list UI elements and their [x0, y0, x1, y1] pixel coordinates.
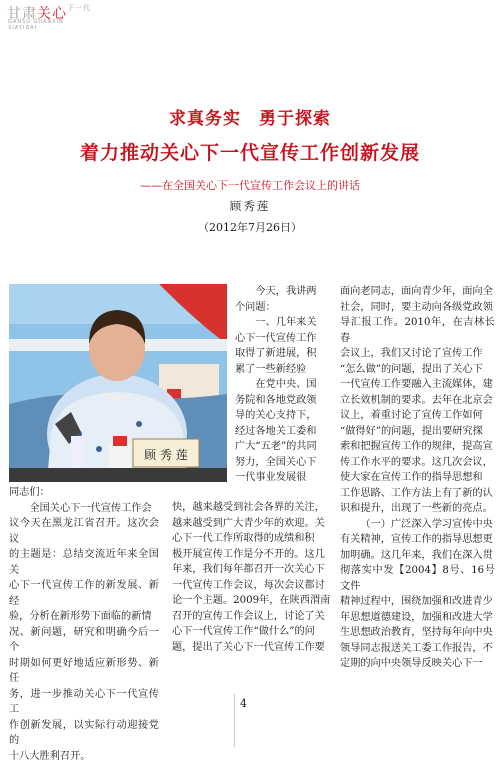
paragraph: 时期如何更好地适应新形势、新任 — [9, 656, 159, 687]
paragraph: 议上，着重讨论了宣传工作如何 — [340, 408, 495, 424]
paragraph: 经过各地关工委和 — [235, 424, 335, 440]
paragraph: 工作思路、工作方法上有了新的认 — [340, 486, 495, 502]
paragraph: 一代事业发展很 — [235, 470, 335, 486]
paragraph: 彻落实中发【2004】8号、16号文件 — [340, 563, 495, 594]
paragraph: 导汇报工作。2010年，在吉林长春 — [340, 315, 495, 346]
paragraph: 精神过程中，围绕加强和改进青少 — [340, 594, 495, 610]
column-left-bottom — [9, 485, 159, 764]
paragraph: 务，进一步推动关心下一代宣传工 — [9, 687, 159, 718]
logo-part-c: 下一代 — [67, 4, 91, 12]
paragraph: 极开展宣传工作是分不开的。这几 — [172, 547, 335, 563]
paragraph: “做得好”的问题，提出要研究探 — [340, 424, 495, 440]
author: 顾秀莲 — [0, 198, 500, 214]
paragraph: 年思想道德建设，加强和改进大学 — [340, 610, 495, 626]
paragraph: 心下一代工作所取得的成绩和积 — [172, 531, 335, 547]
paragraph: 一代宣传工作要融入主流媒体，建 — [340, 377, 495, 393]
paragraph: 年来，我们每年都召开一次关心下 — [172, 562, 335, 578]
paragraph: 个问题： — [235, 300, 335, 316]
paragraph: 务院和各地党政领 — [235, 393, 335, 409]
paragraph: 定期的向中央领导反映关心下一 — [340, 656, 495, 672]
paragraph: “怎么做”的问题，提出了关心下 — [340, 362, 495, 378]
paragraph: 心下一代宣传工作“做什么”的问 — [172, 624, 335, 640]
paragraph: 会议上，我们又讨论了宣传工作 — [340, 346, 495, 362]
paragraph: 况、新问题，研究和明确今后一个 — [9, 625, 159, 656]
paragraph: 今天，我讲两 — [235, 284, 335, 300]
title-line-2: 着力推动关心下一代宣传工作创新发展 — [0, 138, 500, 165]
paragraph: 论一个主题。2009年，在陕西渭南 — [172, 593, 335, 609]
column-right — [340, 284, 495, 672]
paragraph: 的主题是：总结交流近年来全国关 — [9, 547, 159, 578]
paragraph: 立长效机制的要求。去年在北京会 — [340, 393, 495, 409]
paragraph: 议今天在黑龙江省召开。这次会议 — [9, 516, 159, 547]
paragraph: 一代宣传工作会议，每次会议都讨 — [172, 578, 335, 594]
paragraph: 识和提升，出现了一些新的亮点。 — [340, 501, 495, 517]
speaker-photo — [9, 284, 227, 482]
paragraph: 题，提出了关心下一代宣传工作要 — [172, 640, 335, 656]
logo-subtitle-1: GANSU GUANXIN — [8, 19, 64, 25]
paragraph: 一、几年来关 — [235, 315, 335, 331]
page-divider — [234, 694, 235, 747]
paragraph: 作创新发展，以实际行动迎接党的 — [9, 718, 159, 749]
paragraph: （一）广泛深入学习宣传中央 — [340, 517, 495, 533]
paragraph: 召开的宣传工作会议上，讨论了关 — [172, 609, 335, 625]
paragraph: 在党中央、国 — [235, 377, 335, 393]
paragraph: 领导同志报送关工委工作报告，不 — [340, 641, 495, 657]
page-number: 4 — [240, 697, 247, 710]
paragraph: 快，越来越受到社会各界的关注， — [172, 500, 335, 516]
logo-part-b: 关心 — [37, 6, 67, 22]
logo-subtitle-2: XIAYIDAI — [8, 25, 37, 31]
column-left-top — [235, 284, 335, 486]
paragraph: 生思想政治教育，坚持每年向中央 — [340, 625, 495, 641]
paragraph: 验，分析在新形势下面临的新情 — [9, 609, 159, 625]
logo-part-a: 甘肃 — [7, 6, 37, 22]
nameplate-text: 顾 秀 莲 — [144, 447, 188, 462]
paragraph: 索和把握宣传工作的规律，提高宣 — [340, 439, 495, 455]
paragraph: 心下一代宣传工作的新发展、新经 — [9, 578, 159, 609]
paragraph: 广大“五老”的共同 — [235, 439, 335, 455]
paragraph: 累了一些新经验 — [235, 362, 335, 378]
paragraph: 心下一代宣传工作 — [235, 331, 335, 347]
paragraph: 全国关心下一代宣传工作会 — [9, 501, 159, 517]
paragraph: 使大家在宣传工作的指导思想和 — [340, 470, 495, 486]
photo-illustration — [9, 284, 227, 482]
paragraph: 传工作水平的要求。这几次会议， — [340, 455, 495, 471]
paragraph: 加明确。这几年来，我们在深入贯 — [340, 548, 495, 564]
paragraph: 社会，同时，要主动向各级党政领 — [340, 300, 495, 316]
paragraph: 取得了新进展，积 — [235, 346, 335, 362]
column-middle-bottom — [172, 500, 335, 655]
title-line-1: 求真务实 勇于探索 — [0, 104, 500, 129]
paragraph: 面向老同志，面向青少年，面向全 — [340, 284, 495, 300]
paragraph: 越来越受到广大青少年的欢迎。关 — [172, 516, 335, 532]
magazine-logo — [7, 3, 127, 29]
subtitle: ——在全国关心下一代宣传工作会议上的讲话 — [0, 177, 500, 193]
paragraph: 努力，全国关心下 — [235, 455, 335, 471]
paragraph: 十八大胜利召开。 — [9, 749, 159, 764]
paragraph: 同志们： — [9, 485, 159, 501]
paragraph: 导的关心支持下， — [235, 408, 335, 424]
date: （2012年7月26日） — [0, 219, 500, 235]
paragraph: 有关精神，宣传工作的指导思想更 — [340, 532, 495, 548]
